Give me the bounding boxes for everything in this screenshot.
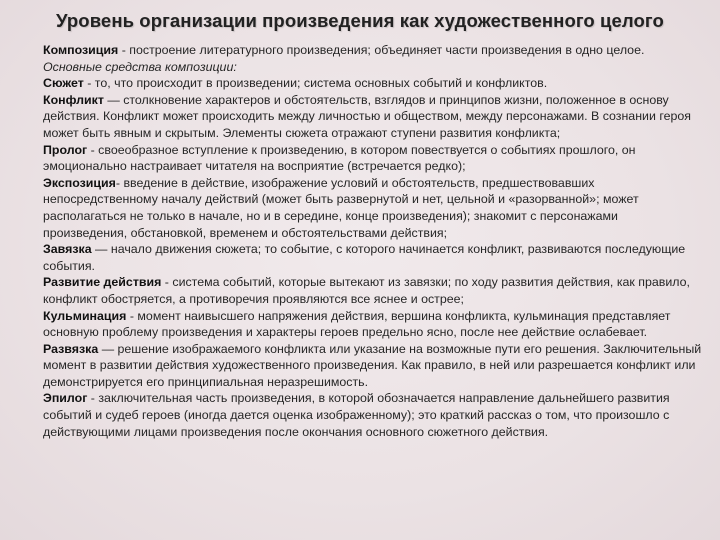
term-label: Конфликт (43, 92, 104, 107)
term-label: Композиция (43, 43, 119, 57)
term-definition: - заключительная часть произведения, в которой обозначается направление дальнейшего развития событий и судеб героев (иногда дается оценка изображенному); это краткий рассказ о том, что произошло с действующими лицами произведения после окончания основного сюжетного действия. (43, 391, 670, 439)
term-label: Экспозиция (43, 175, 116, 190)
subheading-text: Основные средства композиции: (43, 59, 237, 74)
paragraph-means-heading (43, 59, 703, 76)
slide-body (43, 42, 703, 440)
paragraph-composition (43, 42, 703, 59)
paragraph-rising-action (43, 274, 703, 307)
paragraph-resolution (43, 341, 703, 391)
paragraph-plot (43, 75, 703, 92)
term-label: Кульминация (43, 308, 127, 323)
slide-title: Уровень организации произведения как художественного целого (56, 10, 664, 31)
term-label: Пролог (43, 142, 88, 157)
term-label: Эпилог (43, 391, 88, 406)
term-definition: — решение изображаемого конфликта или указание на возможные пути его решения. Заключительный момент в развитии действия художественного произведения. Как правило, в ней или разрешается конфликт или демонстрируется его принципиальная неразрешимость. (43, 341, 702, 389)
paragraph-epilogue (43, 390, 703, 440)
term-definition: - момент наивысшего напряжения действия, вершина конфликта, кульминация представляет основную проблему произведения и характеры героев предельно ясно, после нее действие ослабевает. (43, 308, 671, 340)
paragraph-setup (43, 241, 703, 274)
term-label: Завязка (43, 242, 92, 257)
term-definition: - то, что происходит в произведении; система основных событий и конфликтов. (83, 76, 548, 91)
term-definition: - построение литературного произведения; объединяет части произведения в одно целое. (118, 43, 645, 57)
term-definition: - своеобразное вступление к произведению, в котором повествуется о событиях прошлого, он эмоционально настраивает читателя на восприятие (встречается редко); (43, 142, 636, 174)
paragraph-climax (43, 308, 703, 341)
paragraph-prologue (43, 142, 703, 175)
term-label: Развитие действия (43, 275, 162, 290)
term-label: Развязка (43, 341, 99, 356)
term-definition: — начало движения сюжета; то событие, с которого начинается конфликт, развиваются последующие события. (43, 242, 686, 273)
term-definition: - введение в действие, изображение условий и обстоятельств, предшествовавших непосредственному началу действий (может быть развернутой и нет, цельной и «разорванной»; может располагаться не только в начале, но и в середине, конце произведения); знакомит с персонажами произведения, обстановкой, временем и обстоятельствами действия; (43, 175, 639, 240)
term-label: Сюжет (43, 76, 84, 91)
term-definition: — столкновение характеров и обстоятельств, взглядов и принципов жизни, положенное в основу действия. Конфликт может происходить между личностью и обществом, между персонажами. В сознании героя может быть явным и скрытым. Элементы сюжета отражают ступени развития конфликта; (43, 92, 691, 140)
paragraph-conflict (43, 92, 703, 142)
term-definition: - система событий, которые вытекают из завязки; по ходу развития действия, как правило, конфликт обостряется, а противоречия проявляются все яснее и острее; (43, 275, 690, 306)
paragraph-exposition (43, 175, 703, 241)
